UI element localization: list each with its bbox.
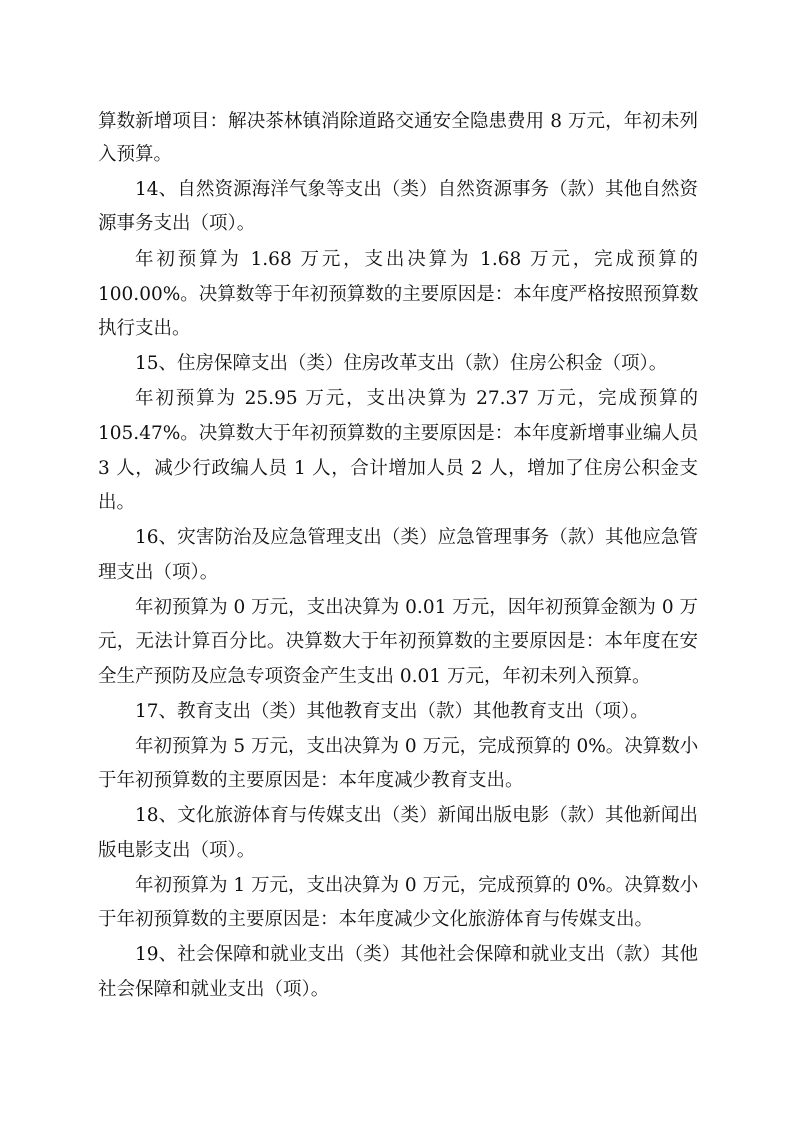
text-line: 年初预算为 1.68 万元，支出决算为 1.68 万元，完成预算的 xyxy=(135,249,698,270)
text-line: 全生产预防及应急专项资金产生支出 0.01 万元，年初未列入预算。 xyxy=(98,666,651,687)
text-line: 入预算。 xyxy=(98,144,173,165)
text-line: 执行支出。 xyxy=(98,318,191,339)
text-line: 元，无法计算百分比。决算数大于年初预算数的主要原因是：本年度在安 xyxy=(98,631,698,652)
section-heading: 源事务支出（项）。 xyxy=(98,213,256,234)
text-line: 105.47%。决算数大于年初预算数的主要原因是：本年度新增事业编人员 xyxy=(98,423,699,444)
section-heading: 18、文化旅游体育与传媒支出（类）新闻出版电影（款）其他新闻出 xyxy=(135,805,698,826)
section-heading: 14、自然资源海洋气象等支出（类）自然资源事务（款）其他自然资 xyxy=(135,179,698,200)
section-heading: 理支出（项）。 xyxy=(98,562,219,583)
text-line: 3 人，减少行政编人员 1 人，合计增加人员 2 人，增加了住房公积金支 xyxy=(98,458,698,479)
section-heading: 社会保障和就业支出（项）。 xyxy=(98,979,330,1000)
text-line: 年初预算为 0 万元，支出决算为 0.01 万元，因年初预算金额为 0 万 xyxy=(135,597,698,618)
section-heading: 19、社会保障和就业支出（类）其他社会保障和就业支出（款）其他 xyxy=(135,944,698,965)
text-line: 年初预算为 5 万元，支出决算为 0 万元，完成预算的 0%。决算数小 xyxy=(135,736,699,757)
section-heading: 15、住房保障支出（类）住房改革支出（款）住房公积金（项）。 xyxy=(135,353,668,374)
section-heading: 16、灾害防治及应急管理支出（类）应急管理事务（款）其他应急管 xyxy=(135,527,698,548)
text-line: 100.00%。决算数等于年初预算数的主要原因是：本年度严格按照预算数 xyxy=(98,284,699,305)
text-line: 算数新增项目：解决茶林镇消除道路交通安全隐患费用 8 万元，年初未列 xyxy=(98,111,698,132)
section-heading: 版电影支出（项）。 xyxy=(98,840,256,861)
text-line: 年初预算为 1 万元，支出决算为 0 万元，完成预算的 0%。决算数小 xyxy=(135,875,699,896)
text-line: 年初预算为 25.95 万元，支出决算为 27.37 万元，完成预算的 xyxy=(135,388,698,409)
section-heading: 17、教育支出（类）其他教育支出（款）其他教育支出（项）。 xyxy=(135,701,649,722)
text-line: 于年初预算数的主要原因是：本年度减少文化旅游体育与传媒支出。 xyxy=(98,909,654,930)
text-line: 于年初预算数的主要原因是：本年度减少教育支出。 xyxy=(98,770,524,791)
text-line: 出。 xyxy=(98,492,136,513)
